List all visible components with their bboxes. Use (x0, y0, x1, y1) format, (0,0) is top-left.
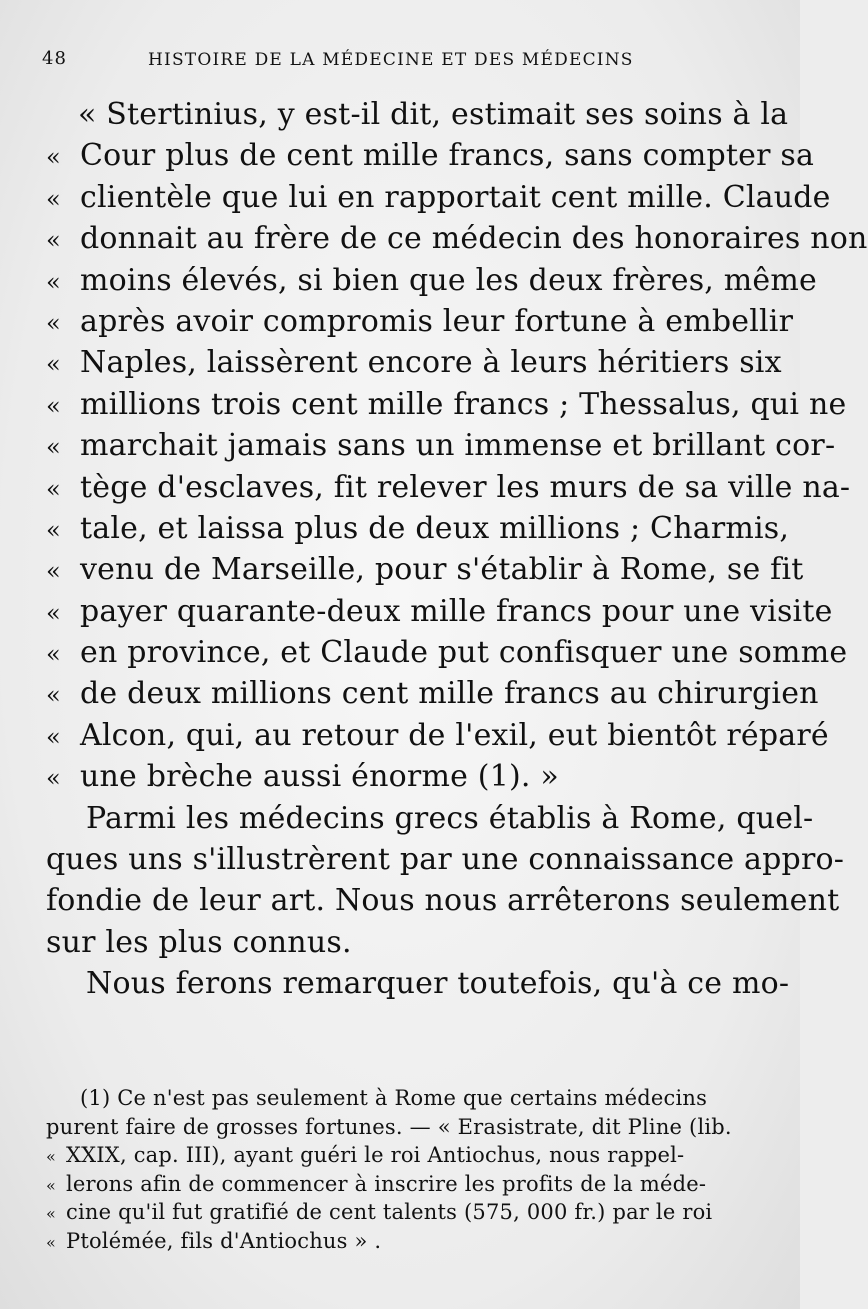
quote-mark: « (46, 598, 61, 627)
footnote-line: purent faire de grosses fortunes. — « Erasistrate, dit Pline (lib. (46, 1114, 732, 1139)
quote-mark: « (46, 267, 61, 296)
page-header (36, 44, 764, 74)
text-line: « venu de Marseille, pour s'établir à Rome, se fit (46, 549, 762, 590)
running-head: HISTOIRE DE LA MÉDECINE ET DES MÉDECINS (148, 50, 634, 70)
quote-mark: « (46, 474, 61, 503)
quote-mark: « (46, 640, 61, 669)
quote-mark: « (46, 1175, 56, 1195)
footnote (46, 1084, 766, 1256)
footnote-line: « Ptolémée, fils d'Antiochus » . (46, 1227, 766, 1256)
quote-mark: « (46, 1147, 56, 1167)
page-number: 48 (42, 48, 67, 69)
text-line: « Naples, laissèrent encore à leurs héritiers six (46, 342, 762, 383)
text-line: « Alcon, qui, au retour de l'exil, eut bientôt réparé (46, 715, 762, 756)
footnote-line: « lerons afin de commencer à inscrire les profits de la méde- (46, 1170, 766, 1199)
quote-mark: « (46, 433, 61, 462)
text-line: « marchait jamais sans un immense et brillant cor- (46, 425, 762, 466)
text-line: fondie de leur art. Nous nous arrêterons seulement (46, 883, 840, 919)
quote-mark: « (46, 143, 61, 172)
text-line: « clientèle que lui en rapportait cent mille. Claude (46, 177, 762, 218)
quote-mark: « (46, 308, 61, 337)
text-line: « donnait au frère de ce médecin des honoraires non (46, 218, 762, 259)
quote-mark: « (46, 722, 61, 751)
quote-mark: « (46, 515, 61, 544)
text-line: « une brèche aussi énorme (1). » (46, 756, 762, 797)
text-line: Nous ferons remarquer toutefois, qu'à ce mo- (86, 966, 790, 1002)
quote-mark: « (46, 391, 61, 420)
text-line: ques uns s'illustrèrent par une connaissance appro- (46, 842, 845, 878)
quote-mark: « (46, 350, 61, 379)
text-line: « de deux millions cent mille francs au chirurgien (46, 673, 762, 714)
text-line: « Cour plus de cent mille francs, sans compter sa (46, 135, 762, 176)
quote-mark: « (46, 1204, 56, 1224)
text-line: « après avoir compromis leur fortune à embellir (46, 301, 762, 342)
quote-mark: « (46, 226, 61, 255)
footnote-line: « XXIX, cap. III), ayant guéri le roi Antiochus, nous rappel- (46, 1141, 766, 1170)
text-line: « Stertinius, y est-il dit, estimait ses soins à la (78, 97, 789, 132)
text-line: « moins élevés, si bien que les deux frères, même (46, 260, 762, 301)
footnote-line: « cine qu'il fut gratifié de cent talents (575, 000 fr.) par le roi (46, 1198, 766, 1227)
text-line: Parmi les médecins grecs établis à Rome, quel- (86, 800, 814, 836)
quote-mark: « (46, 681, 61, 710)
text-line: « tale, et laissa plus de deux millions ; Charmis, (46, 508, 762, 549)
text-line: « millions trois cent mille francs ; Thessalus, qui ne (46, 384, 762, 425)
quote-mark: « (46, 557, 61, 586)
main-text (46, 94, 868, 1005)
quote-mark: « (46, 184, 61, 213)
text-line: « payer quarante-deux mille francs pour une visite (46, 591, 762, 632)
text-line: « en province, et Claude put confisquer une somme (46, 632, 762, 673)
quote-mark: « (46, 1232, 56, 1252)
text-line: sur les plus connus. (46, 924, 352, 960)
footnote-line: (1) Ce n'est pas seulement à Rome que certains médecins (80, 1086, 708, 1110)
quote-mark: « (46, 764, 61, 793)
text-line: « tège d'esclaves, fit relever les murs de sa ville na- (46, 467, 762, 508)
